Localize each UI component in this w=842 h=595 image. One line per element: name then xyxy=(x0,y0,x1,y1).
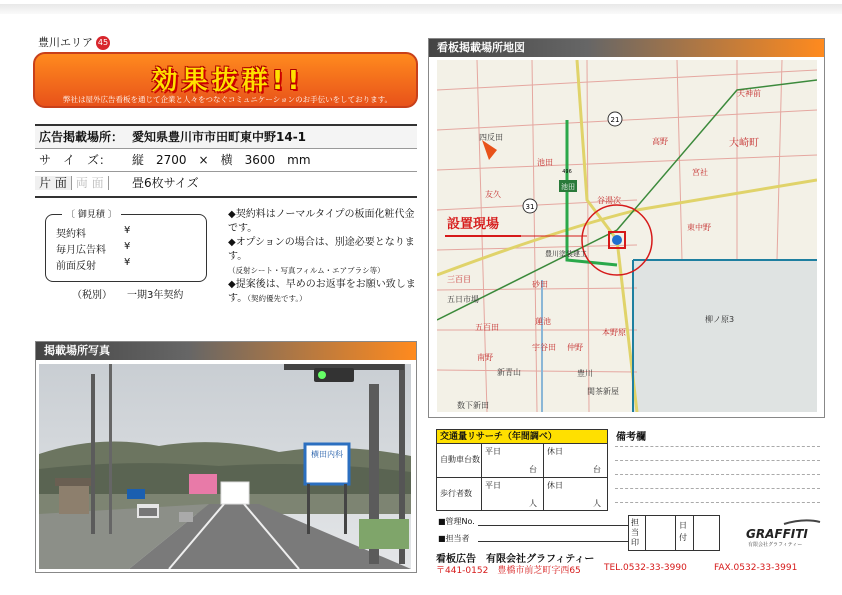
map-label: 豊川塗装建工 xyxy=(545,250,587,258)
traffic-unit: 台 xyxy=(529,465,537,474)
stamp-date-label: 日付 xyxy=(679,521,687,542)
area-heading xyxy=(38,34,110,50)
traffic-title: 交通量リサーチ（年間調べ） xyxy=(437,430,607,444)
management-person-label: ■担当者 xyxy=(438,534,470,543)
map-label: 南野 xyxy=(477,353,493,362)
map-label: 東中野 xyxy=(687,223,711,232)
remarks-title: 備考欄 xyxy=(616,432,646,443)
area-title: 豊川エリア xyxy=(38,36,93,49)
map-label: 三百目 xyxy=(447,275,471,284)
company-address: 〒441-0152 豊橋市前芝町字西65 xyxy=(436,566,581,576)
map-label: 四反田 xyxy=(479,133,503,142)
logo-text: GRAFFITI xyxy=(746,527,808,541)
map-label: 谷湯次 xyxy=(597,196,621,205)
traffic-row-label: 自動車台数 xyxy=(440,455,480,464)
map-label: 大崎町 xyxy=(729,138,759,149)
management-no-label: ■管理No. xyxy=(438,517,475,526)
map-label: 仲野 xyxy=(567,343,583,352)
estimate-label: 契約料 xyxy=(56,229,86,240)
map-route-21: 21 xyxy=(610,116,620,124)
location-map xyxy=(437,60,817,412)
traffic-weekday-label: 平日 xyxy=(485,481,501,490)
remarks-line xyxy=(615,446,820,447)
map-label: 宮社 xyxy=(692,168,708,177)
map-label: 友久 xyxy=(485,190,501,199)
estimate-title: 〔 御見積 〕 xyxy=(62,207,121,220)
location-label: 広告掲載場所： xyxy=(39,130,124,144)
photo-sign-text: 横田内科 xyxy=(311,450,343,459)
notes xyxy=(228,208,423,306)
map-label: 宇谷田 xyxy=(532,343,556,352)
estimate-label: 前面反射 xyxy=(56,261,96,272)
map-label: 数下新田 xyxy=(457,401,489,410)
estimate-unit: ¥ xyxy=(124,225,131,236)
site-photo xyxy=(39,364,411,569)
remarks-line xyxy=(615,460,820,461)
traffic-unit: 台 xyxy=(593,465,601,474)
size-label: サ イ ズ： xyxy=(39,153,112,167)
map-route-496: 496 xyxy=(562,169,572,175)
side-value: 畳6枚サイズ xyxy=(132,176,199,190)
top-edge xyxy=(0,4,842,14)
management-block xyxy=(438,516,475,544)
traffic-holiday-label: 休日 xyxy=(547,447,563,456)
estimate-footer xyxy=(72,286,183,301)
remarks-line xyxy=(615,502,820,503)
side-row xyxy=(35,172,417,194)
traffic-row-vehicles xyxy=(437,444,607,478)
remarks-line xyxy=(615,488,820,489)
company-fax: FAX.0532-33-3991 xyxy=(714,563,798,573)
map-label: 豊川 xyxy=(577,369,593,378)
stamp-box xyxy=(628,515,720,551)
map-label: 柳ノ原3 xyxy=(705,315,735,324)
traffic-weekday-label: 平日 xyxy=(485,447,501,456)
site-photo-image xyxy=(39,364,411,569)
banner-subtitle: 弊社は屋外広告看板を通じて企業と人々をつなぐコミュニケーションのお手伝いをしております。 xyxy=(63,95,392,104)
banner-title: 効果抜群!! xyxy=(151,66,304,96)
traffic-research-table xyxy=(436,429,608,511)
map-label: 新青山 xyxy=(497,368,521,377)
map-site-label: 設置現場 xyxy=(447,217,500,232)
map-label: 五百田 xyxy=(475,323,499,332)
traffic-row-pedestrians xyxy=(437,478,607,510)
company-contact xyxy=(436,563,826,576)
company-name: 看板広告 有限会社グラフィティー xyxy=(436,554,595,565)
size-value: 縦 2700 × 横 3600 mm xyxy=(132,153,311,167)
note-item: ◆提案後は、早めのお返事をお願い致します。（契約優先です。） xyxy=(228,279,416,304)
estimate-unit: ¥ xyxy=(124,241,131,252)
graffiti-logo-icon xyxy=(744,518,822,548)
map-label: 関茶新屋 xyxy=(587,387,619,396)
traffic-unit: 人 xyxy=(529,499,537,508)
company-tel: TEL.0532-33-3990 xyxy=(604,563,687,573)
map-route-31: 31 xyxy=(525,203,535,211)
traffic-unit: 人 xyxy=(593,499,601,508)
map-label: 蓮池 xyxy=(535,317,551,326)
side-double: 両 面 xyxy=(72,176,109,190)
logo-subtext: 有限会社グラフィティー xyxy=(748,542,803,548)
map-section-title: 看板掲載場所地図 xyxy=(429,39,824,57)
traffic-holiday-label: 休日 xyxy=(547,481,563,490)
area-number-badge: 45 xyxy=(96,36,110,50)
estimate-row xyxy=(56,257,96,272)
remarks-line xyxy=(615,474,820,475)
map-image xyxy=(437,60,817,412)
estimate-term: 一期3年契約 xyxy=(127,290,184,301)
info-table xyxy=(35,124,417,198)
estimate-label: 毎月広告料 xyxy=(56,245,106,256)
size-row xyxy=(35,149,417,172)
note-item: ◆オプションの場合は、別途必要となります。 （反射シート・写真フィルム・エアブラシ等） xyxy=(228,237,415,275)
estimate-row xyxy=(56,241,106,256)
note-item: ◆契約料はノーマルタイプの板面化粧代金です。 xyxy=(228,209,415,234)
traffic-row-label: 歩行者数 xyxy=(440,489,472,498)
map-label: 砂田 xyxy=(532,280,548,289)
estimate-row xyxy=(56,225,86,240)
photo-section-title: 掲載場所写真 xyxy=(36,342,416,360)
map-label: 五日市場 xyxy=(447,295,479,304)
side-single: 片 面 xyxy=(35,176,72,190)
map-label: 池田 xyxy=(537,158,553,167)
company-logo xyxy=(744,518,822,548)
map-station-label: 池田 xyxy=(561,183,575,191)
map-label: 高野 xyxy=(652,137,668,146)
estimate-unit: ¥ xyxy=(124,257,131,268)
estimate-box xyxy=(45,214,207,282)
banner xyxy=(33,52,418,108)
estimate-tax: （税別） xyxy=(72,290,107,301)
map-label: 本野原 xyxy=(602,328,626,337)
location-row xyxy=(35,126,417,149)
stamp-seal-label: 担当印 xyxy=(631,518,639,547)
location-value: 愛知県豊川市市田町東中野14-1 xyxy=(132,130,307,144)
map-label: 天神前 xyxy=(737,89,761,98)
